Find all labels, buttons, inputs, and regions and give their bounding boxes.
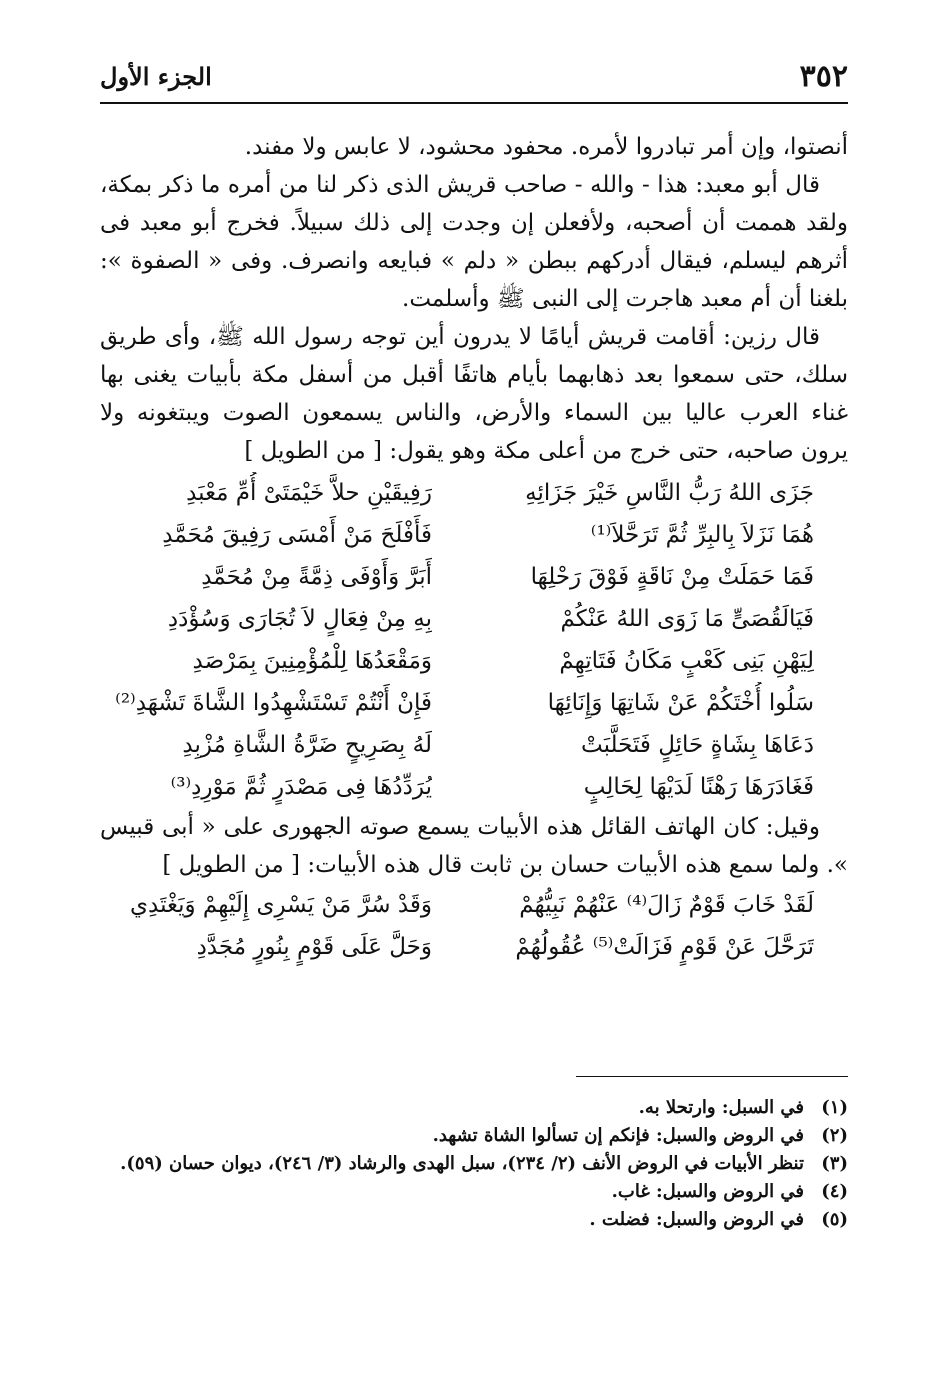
poem-line-right: فَيَالَقُصَىٍّ مَا زَوَى اللهُ عَنْكُمْ [560,606,814,632]
footnotes [100,1094,848,1234]
poem-line-right: تَرَحَّلَ عَنْ قَوْمٍ فَزَالَتْ⁽⁵⁾ عُقُولُهُمْ [515,934,814,960]
poem-line-right: فَغَادَرَهَا رَهْنًا لَدَيْهَا لِحَالِبٍ [583,774,814,800]
part-title: الجزء الأول [100,61,212,91]
footnote [100,1094,848,1122]
poem-line-right: لِيَهْنِ بَنِى كَعْبٍ مَكَانُ فَتَاتِهِمْ [559,648,814,674]
poem-line-left: أَبَرَّ وَأَوْفَى ذِمَّةً مِنْ مُحَمَّدِ [201,564,432,590]
poem-line-left: لَهُ بِصَرِيحٍ ضَرَّةُ الشَّاةِ مُزْبِدِ [182,732,432,758]
poem-line-left: يُرَدِّدُهَا فِى مَصْدَرٍ ثُمَّ مَوْرِدِ⁽³⁾ [170,774,432,800]
poem-line-left: وَقَدْ سُرَّ مَنْ يَسْرِى إِلَيْهِمْ وَيَغْتَدِي [130,892,432,918]
footnote [100,1178,848,1206]
poem-line-left: وَمَقْعَدُهَا لِلْمُؤْمِنِينَ بِمَرْصَدِ [192,648,432,674]
poem-line-right: سَلُوا أُخْتَكُمْ عَنْ شَاتِهَا وَإِنَائِهَا [547,690,814,716]
footnote-text: في السبل: وارتحلا به. [638,1097,804,1118]
footnote-number: (٣) [821,1153,848,1174]
page-header [100,56,848,96]
poem-line-right: هُمَا نَزَلاَ بِالبِرِّ ثُمَّ تَرَحَّلاَ⁽¹⁾ [590,522,814,548]
poem-1 [100,472,848,808]
footnote [100,1122,848,1150]
poem-line-right: دَعَاهَا بِشَاةٍ حَائِلٍ فَتَحَلَّبَتْ [581,732,814,758]
footnote-divider [576,1076,848,1077]
poem-line-left: فَإِنْ أَنْتُمْ تَسْتَشْهِدُوا الشَّاةَ تَشْهَدِ⁽²⁾ [115,690,432,716]
footnote-text: في الروض والسبل: فإنكم إن تسألوا الشاة تشهد. [432,1125,804,1146]
body-text [100,128,848,968]
header-divider [100,102,848,104]
poem-line-right: فَمَا حَمَلَتْ مِنْ نَاقَةٍ فَوْقَ رَحْلِهَا [530,564,814,590]
poem-line-left: بِهِ مِنْ فِعَالٍ لاَ تُجَارَى وَسُؤْدَدِ [167,606,432,632]
page-number: ٣٥٢ [799,58,848,94]
poem-line-left: رَفِيقَيْنِ حلاَّ خَيْمَتَىْ أُمِّ مَعْبَدِ [186,480,432,506]
footnote-number: (٤) [821,1181,848,1202]
footnote-text: في الروض والسبل: غاب. [611,1181,804,1202]
poem-line-right: لَقَدْ خَابَ قَوْمٌ زَالَ⁽⁴⁾ عَنْهُمْ نَبِيُّهُمْ [519,892,814,918]
paragraph-3: قال رزين: أقامت قريش أيامًا لا يدرون أين توجه رسول الله ﷺ، وأى طريق سلك، حتى سمعوا بعد ذهابهما بأيام هاتفًا أقبل من أسفل مكة بأبيات يغنى بها غناء العرب عاليا بين السماء والأرض، والناس يسمعون الصوت ويبتغونه ولا يرون صاحبه، حتى خرج من أعلى مكة وهو يقول: [ من الطويل ] [100,324,848,464]
footnote-number: (١) [821,1097,848,1118]
footnote [100,1150,848,1178]
footnote-number: (٢) [821,1125,848,1146]
poem-line-left: فَأَفْلَحَ مَنْ أَمْسَى رَفِيقَ مُحَمَّدِ [162,522,432,548]
paragraph-4: وقيل: كان الهاتف القائل هذه الأبيات يسمع صوته الجهورى على « أبى قبيس ». ولما سمع هذه الأبيات حسان بن ثابت قال هذه الأبيات: [ من الطويل ] [100,814,848,878]
poem-2 [100,884,848,968]
paragraph-1: أنصتوا، وإن أمر تبادروا لأمره. محفود محشود، لا عابس ولا مفند. [244,134,848,160]
poem-line-right: جَزَى اللهُ رَبُّ النَّاسِ خَيْرَ جَزَائِهِ [525,480,814,506]
footnote-text: تنظر الأبيات في الروض الأنف (٢/ ٢٣٤)، سبل الهدى والرشاد (٣/ ٢٤٦)، ديوان حسان (٥٩). [120,1153,804,1174]
footnote-number: (٥) [821,1209,848,1230]
footnote [100,1206,848,1234]
paragraph-2: قال أبو معبد: هذا - والله - صاحب قريش الذى ذكر لنا من أمره ما ذكر بمكة، ولقد هممت أن أصحبه، ولأفعلن إن وجدت إلى ذلك سبيلاً. فخرج أبو معبد فى أثرهم ليسلم، فيقال أدركهم ببطن « دلم » فبايعه وانصرف. وفى « الصفوة »: بلغنا أن أم معبد هاجرت إلى النبى ﷺ وأسلمت. [100,172,848,312]
footnote-text: في الروض والسبل: فضلت . [589,1209,804,1230]
poem-line-left: وَحَلَّ عَلَى قَوْمٍ بِنُورٍ مُجَدَّدِ [196,934,432,960]
